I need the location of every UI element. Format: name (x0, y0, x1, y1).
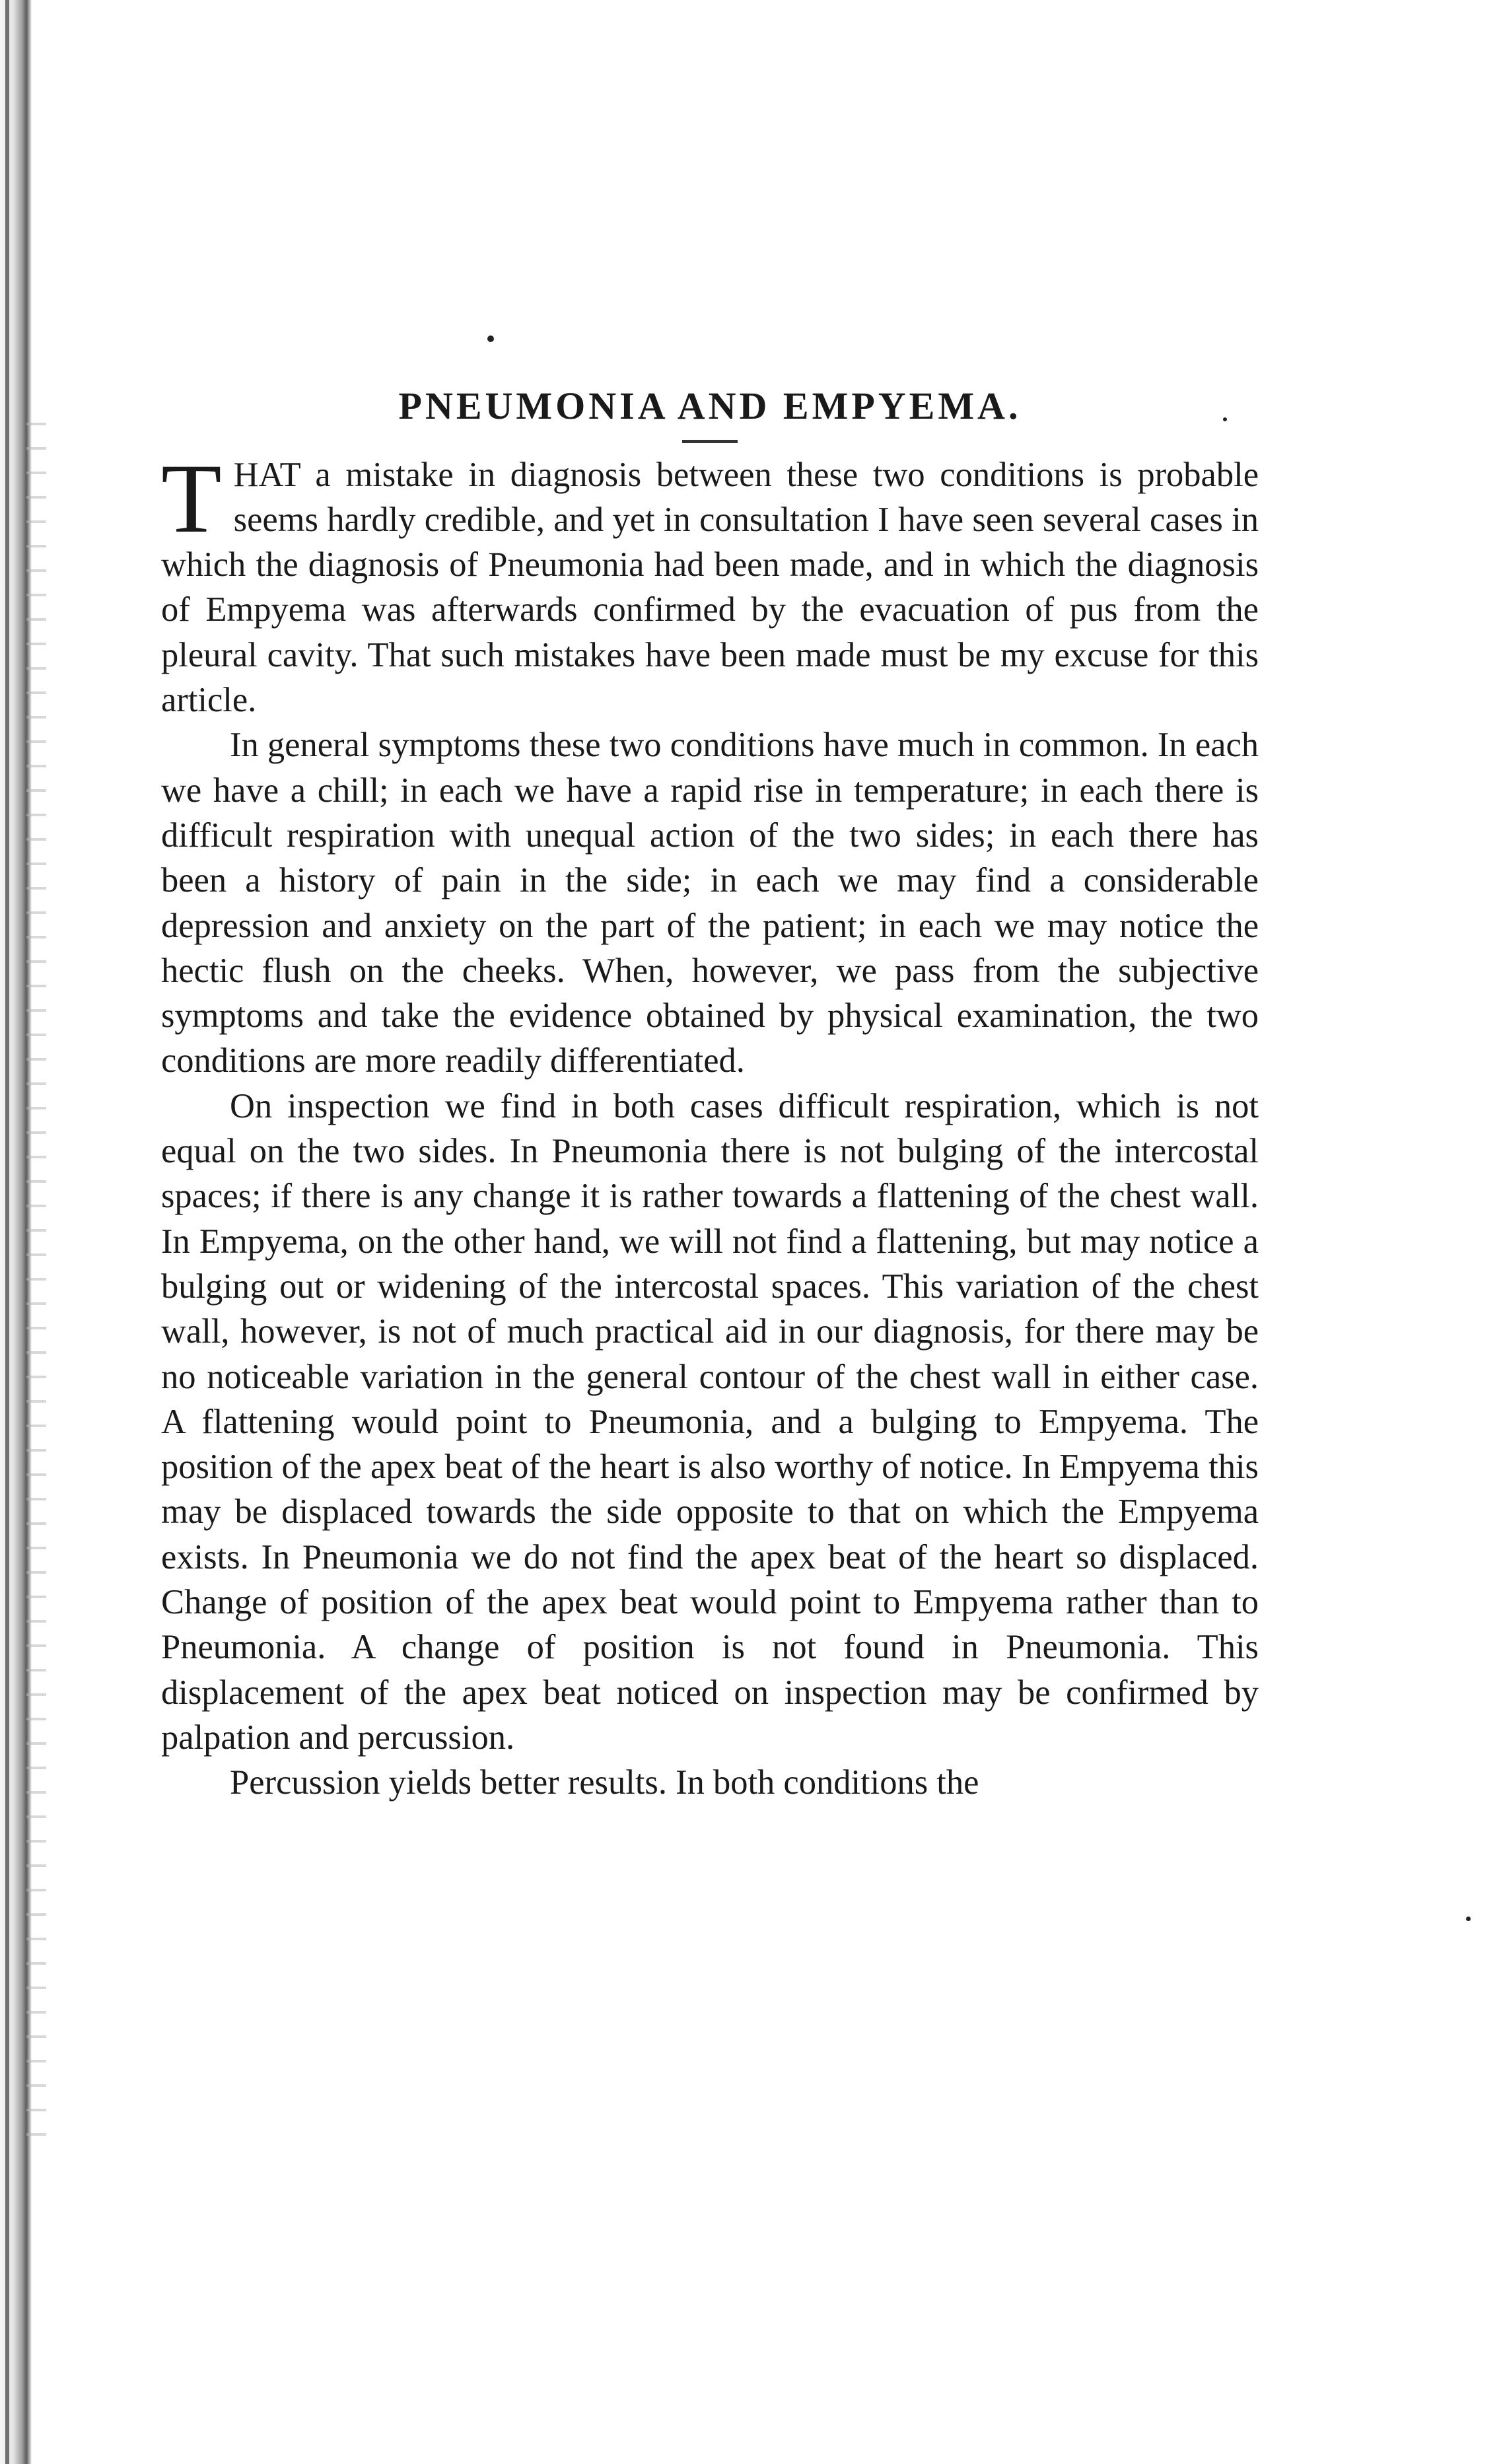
paragraph-2: In general symptoms these two conditions have much in common. In each we have a chill; in each we have a rapid rise in temperature; in each there is difficult respiration with unequal action of the two sides; in each there has been a history of pain in the side; in each we may find a considerable depression and anxiety on the part of the patient; in each we may notice the hectic flush on the cheeks. When, however, we pass from the subjective symptoms and take the evidence obtained by physical examination, the two conditions are more readily differentiated. (161, 726, 1259, 1080)
binding-shadow-line (5, 0, 9, 2464)
title-rule (682, 440, 738, 443)
drop-cap: T (161, 443, 222, 553)
scan-artifact-specks (26, 423, 46, 2140)
paragraph-4: Percussion yields better results. In both conditions the (230, 1763, 979, 1802)
page-content (161, 383, 1259, 1806)
paragraph-1-text: HAT a mistake in diagnosis between these two conditions is probable seems hardly credible, and yet in consultation I have seen several cases in which the diagnosis of Pneumonia had been made, and in which the diagnosis of Empyema was afterwards confirmed by the evacuation of pus from the pleural cavity. That such mistakes have been made must be my excuse for this article. (161, 455, 1259, 720)
scan-speck (1466, 1917, 1471, 1921)
paragraph-1 (161, 443, 1259, 723)
paragraph-3: On inspection we find in both cases difficult respiration, which is not equal on the two sides. In Pneumonia there is not bulging of the intercostal spaces; if there is any change it is rather towards a flattening of the chest wall. In Empyema, on the other hand, we will not find a flattening, but may notice a bulging out or widening of the intercostal spaces. This variation of the chest wall, however, is not of much practical aid in our diagnosis, for there may be no noticeable variation in the general contour of the chest wall in either case. A flattening would point to Pneumonia, and a bulging to Empyema. The position of the apex beat of the heart is also worthy of notice. In Empyema this may be displaced towards the side opposite to that on which the Empyema exists. In Pneumonia we do not find the apex beat of the heart so displaced. Change of position of the apex beat would point to Empyema rather than to Pneumonia. A change of position is not found in Pneumonia. This displacement of the apex beat noticed on inspection may be confirmed by palpation and percussion. (161, 1086, 1259, 1757)
scan-speck (487, 335, 494, 342)
body-text (161, 443, 1259, 1806)
page-title: PNEUMONIA AND EMPYEMA. (398, 384, 1022, 427)
